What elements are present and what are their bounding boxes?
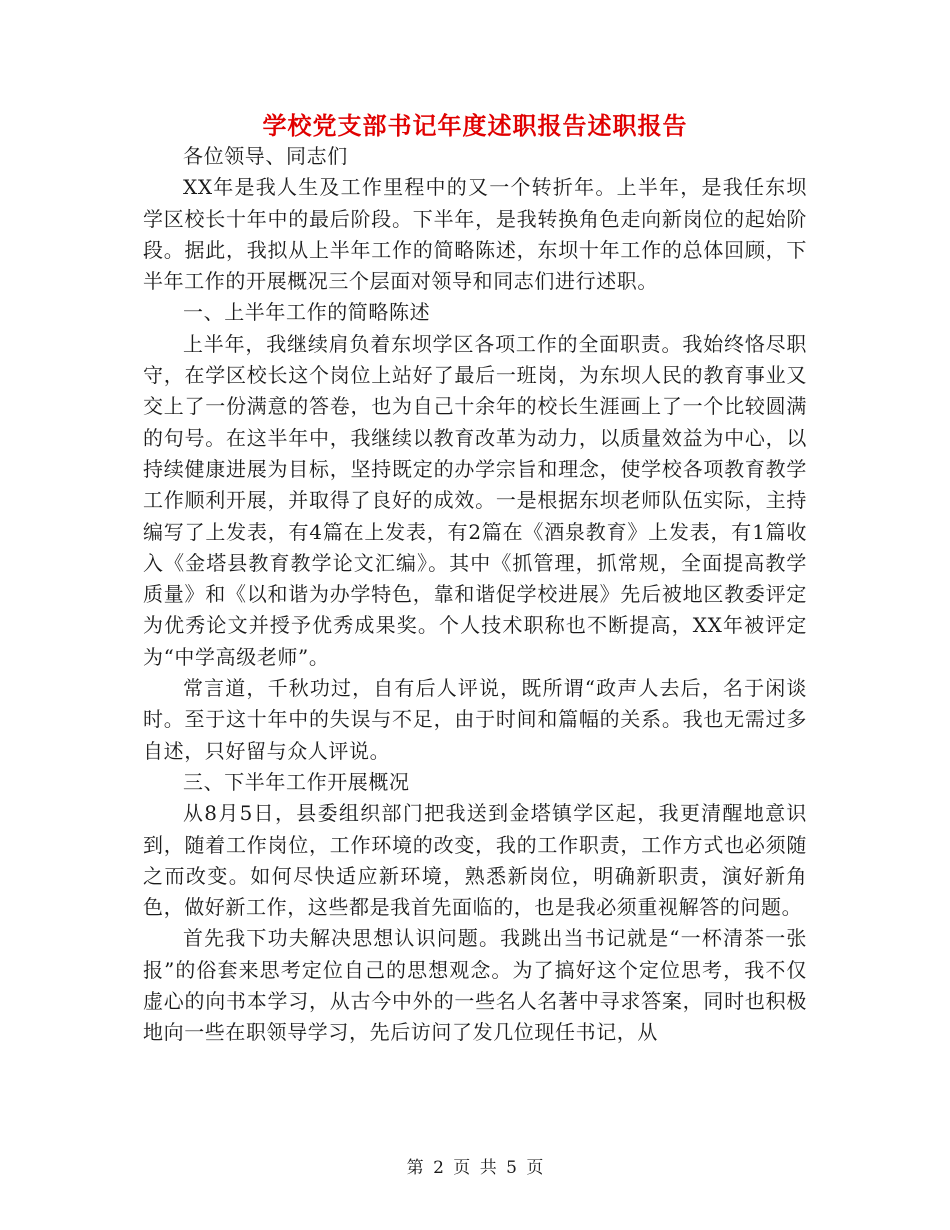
- salutation: 各位领导、同志们: [183, 144, 348, 168]
- page-number: 第 2 页 共 5 页: [406, 1158, 544, 1178]
- paragraph-saying: 常言道，千秋功过，自有后人评说，既所谓“政声人去后，名于闲谈时。至于这十年中的失误与不足，由于时间和篇幅的关系。我也无需过多自述，只好留与众人评说。: [143, 676, 807, 763]
- document-body: [143, 141, 807, 1049]
- section-heading-1: 一、上半年工作的简略陈述: [183, 300, 431, 325]
- section-heading-3: 三、下半年工作开展概况: [183, 769, 410, 794]
- paragraph-first-half: 上半年，我继续肩负着东坝学区各项工作的全面职责。我始终恪尽职守，在学区校长这个岗位上站好了最后一班岗，为东坝人民的教育事业又交上了一份满意的答卷，也为自己十余年的校长生涯画上了一个比较圆满的句号。在这半年中，我继续以教育改革为动力，以质量效益为中心，以持续健康进展为目标，坚持既定的办学宗旨和理念，使学校各项教育教学工作顺利开展，并取得了良好的成效。一是根据东坝老师队伍实际，主持编写了上发表，有4篇在上发表，有2篇在《酒泉教育》上发表，有1篇收入《金塔县教育教学论文汇编》。其中《抓管理，抓常规，全面提高教学质量》和《以和谐为办学特色，靠和谐促学校进展》先后被地区教委评定为优秀论文并授予优秀成果奖。个人技术职称也不断提高，XX年被评定为“中学高级老师”。: [143, 331, 807, 669]
- document-title: 学校党支部书记年度述职报告述职报告: [262, 111, 688, 140]
- paragraph-intro: XX年是我人生及工作里程中的又一个转折年。上半年，是我任东坝学区校长十年中的最后阶段。下半年，是我转换角色走向新岗位的起始阶段。据此，我拟从上半年工作的简略陈述，东坝十年工作的总体回顾，下半年工作的开展概况三个层面对领导和同志们进行述职。: [143, 175, 807, 294]
- paragraph-second-half: 从8月5日，县委组织部门把我送到金塔镇学区起，我更清醒地意识到，随着工作岗位，工作环境的改变，我的工作职责，工作方式也必须随之而改变。如何尽快适应新环境，熟悉新岗位，明确新职责，演好新角色，做好新工作，这些都是我首先面临的，也是我必须重视解答的问题。: [143, 801, 807, 920]
- paragraph-thinking: 首先我下功夫解决思想认识问题。我跳出当书记就是“一杯清茶一张报”的俗套来思考定位自己的思想观念。为了搞好这个定位思考，我不仅虚心的向书本学习，从古今中外的一些名人名著中寻求答案，同时也积极地向一些在职领导学习，先后访问了发几位现任书记，从: [143, 926, 807, 1045]
